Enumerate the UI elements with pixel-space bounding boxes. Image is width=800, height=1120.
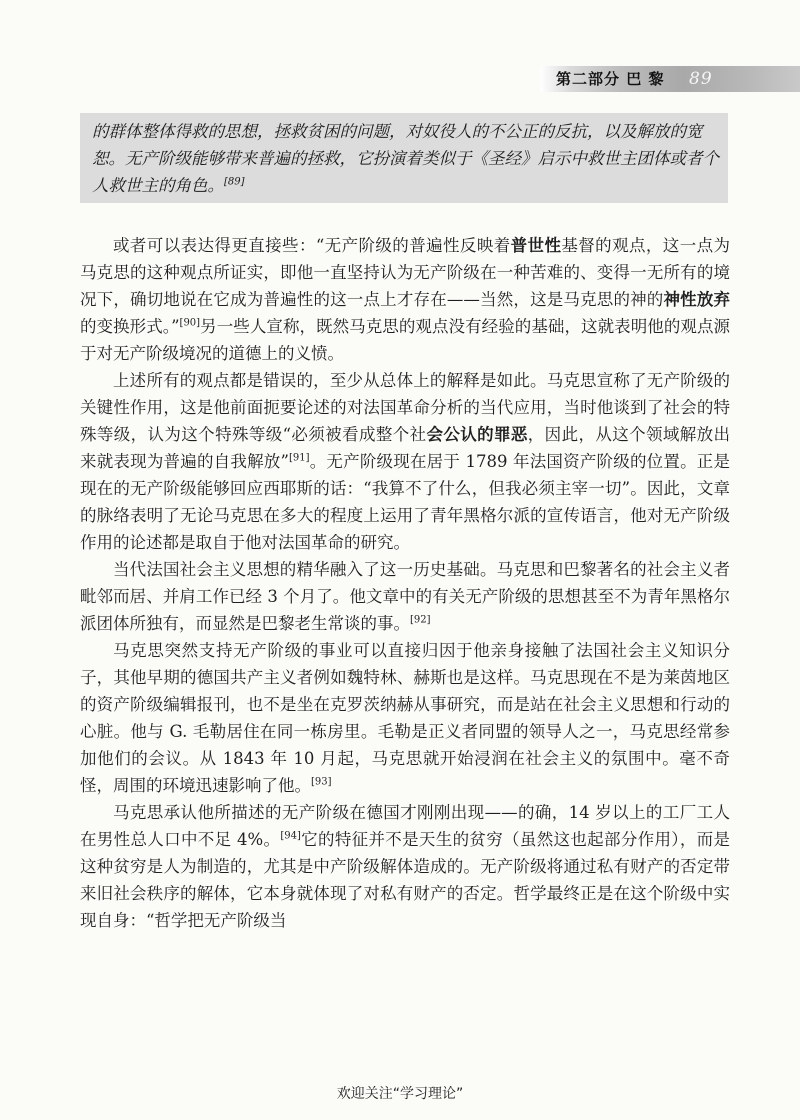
text-run: 或者可以表达得更直接些：“无产阶级的普遍性反映着 [113, 236, 511, 255]
emphasis-text: 会公认的罪恶 [426, 425, 528, 444]
text-run: 它的特征并不是天生的贫穷（虽然这也起部分作用），而是这种贫穷是人为制造的，尤其是中产阶级解体造成的。无产阶级将通过私有财产的否定带来旧社会秩序的解体，它本身就体现了对私有财产的否定。哲学最终正是在这个阶级中实现自身：“哲学把无产阶级当 [80, 830, 731, 930]
paragraph-4 [80, 637, 730, 799]
footnote-ref: [91] [288, 452, 310, 464]
footnote-ref: [89] [224, 176, 245, 188]
emphasis-text: 普世性 [510, 236, 562, 255]
text-run: 基督的观点，这一点为马克思的这种观点所证实，即他一直坚持认为无产阶级在一种苦难的、变得一无所有的境况下，确切地说在它成为普遍性的这一点上才存在——当然，这是马克思的神的 [80, 236, 731, 309]
text-run: 另一些人宣称，既然马克思的观点没有经验的基础，这就表明他的观点源于对无产阶级境况的道德上的义愤。 [80, 317, 730, 363]
paragraph-2 [80, 367, 730, 556]
paragraph-1 [80, 232, 730, 367]
quote-text: 的群体整体得救的思想，拯救贫困的问题，对奴役人的不公正的反抗，以及解放的宽恕。无产阶级能够带来普遍的拯救，它扮演着类似于《圣经》启示中救世主团体或者个人救世主的角色。 [92, 122, 719, 195]
footer-watermark-text: 欢迎关注“学习理论” [336, 1086, 464, 1102]
footnote-ref: [94] [280, 830, 301, 842]
body-text [80, 232, 730, 934]
text-run: 当代法国社会主义思想的精华融入了这一历史基础。马克思和巴黎著名的社会主义者毗邻而居、并肩工作已经 3 个月了。他文章中的有关无产阶级的思想甚至不为青年黑格尔派团体所独有，而显然是巴黎老生常谈的事。 [80, 560, 730, 633]
text-run: 。无产阶级现在居于 1789 年法国资产阶级的位置。正是现在的无产阶级能够回应西耶斯的话：“我算不了什么，但我必须主宰一切”。因此，文章的脉络表明了无论马克思在多大的程度上运用了青年黑格尔派的宣传语言，他对无产阶级作用的论述都是取自于他对法国革命的研究。 [80, 452, 730, 552]
text-run: ，因此，从这个领域解放出来就表现为普遍的自我解放” [80, 425, 731, 471]
text-run: 上述所有的观点都是错误的，至少从总体上的解释是如此。马克思宣称了无产阶级的关键性作用，这是他前面扼要论述的对法国革命分析的当代应用，当时他谈到了社会的特殊等级，认为这个特殊等级“必须被看成整个社 [80, 371, 730, 444]
paragraph-5 [80, 799, 730, 934]
text-run: 马克思承认他所描述的无产阶级在德国才刚刚出现——的确，14 岁以上的工厂工人在男性总人口中不足 4%。 [80, 803, 730, 849]
page-number: 89 [689, 69, 713, 89]
quote-block [92, 118, 720, 199]
paragraph-3 [80, 556, 730, 637]
footnote-ref: [92] [410, 614, 431, 626]
running-header-title: 第二部分 巴 黎 [556, 70, 665, 88]
emphasis-text: 神性放弃 [663, 290, 731, 309]
footnote-ref: [93] [311, 776, 332, 788]
text-run: 马克思突然支持无产阶级的事业可以直接归因于他亲身接触了法国社会主义知识分子，其他早期的德国共产主义者例如魏特林、赫斯也是这样。马克思现在不是为莱茵地区的资产阶级编辑报刊，也不是坐在克罗茨纳赫从事研究，而是站在社会主义思想和行动的心脏。他与 G. 毛勒居住在同一栋房里。毛勒是正义者同盟的领导人之一，马克思经常参加他们的会议。从 1843 年 10 月起，马克思就开始浸润在社会主义的氛围中。毫不奇怪，周围的环境迅速影响了他。 [80, 641, 730, 795]
footnote-ref: [90] [179, 317, 201, 329]
text-run: 的变换形式。” [80, 317, 180, 336]
